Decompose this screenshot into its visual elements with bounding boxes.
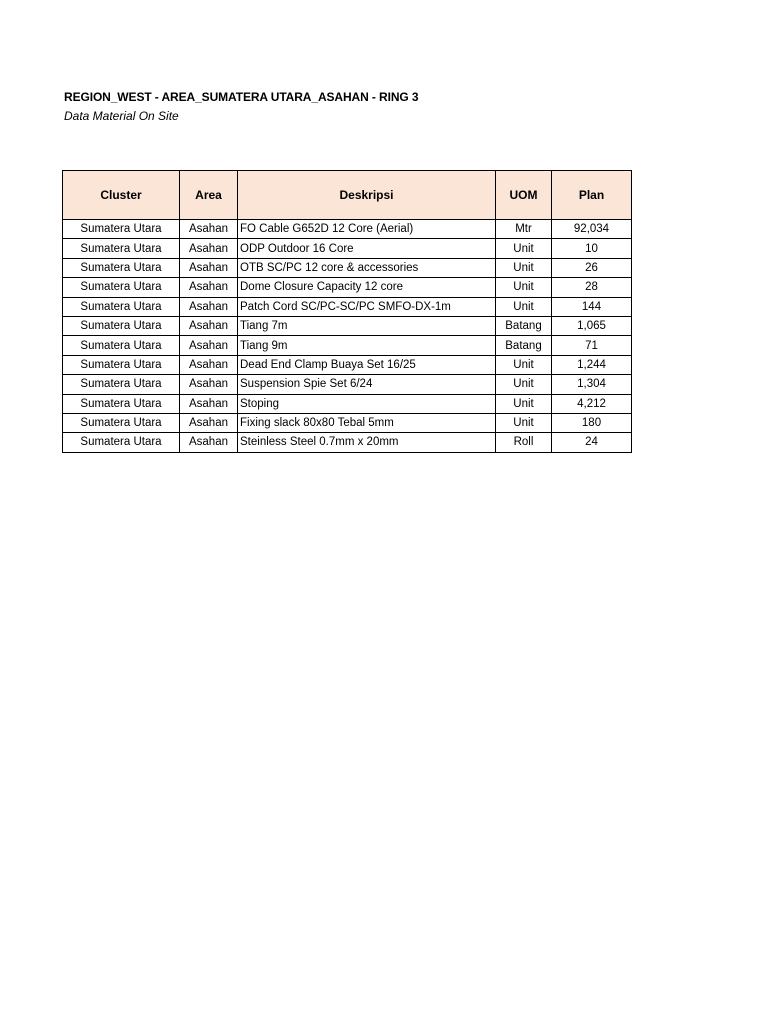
cell-deskripsi: Dome Closure Capacity 12 core — [238, 278, 496, 297]
table-row — [63, 355, 632, 374]
cell-plan: 26 — [552, 258, 632, 277]
cell-deskripsi: Tiang 9m — [238, 336, 496, 355]
cell-area: Asahan — [180, 433, 238, 452]
cell-deskripsi: ODP Outdoor 16 Core — [238, 239, 496, 258]
cell-uom: Unit — [496, 413, 552, 432]
cell-deskripsi: Fixing slack 80x80 Tebal 5mm — [238, 413, 496, 432]
table-header-row — [63, 171, 632, 220]
column-header-plan: Plan — [552, 171, 632, 220]
cell-uom: Unit — [496, 278, 552, 297]
table-row — [63, 278, 632, 297]
cell-cluster: Sumatera Utara — [63, 413, 180, 432]
cell-cluster: Sumatera Utara — [63, 258, 180, 277]
cell-area: Asahan — [180, 375, 238, 394]
cell-plan: 1,065 — [552, 316, 632, 335]
cell-plan: 24 — [552, 433, 632, 452]
cell-plan: 1,244 — [552, 355, 632, 374]
cell-plan: 28 — [552, 278, 632, 297]
table-row — [63, 433, 632, 452]
column-header-uom: UOM — [496, 171, 552, 220]
cell-plan: 144 — [552, 297, 632, 316]
cell-uom: Unit — [496, 239, 552, 258]
cell-plan: 92,034 — [552, 220, 632, 239]
cell-deskripsi: Patch Cord SC/PC-SC/PC SMFO-DX-1m — [238, 297, 496, 316]
cell-area: Asahan — [180, 278, 238, 297]
cell-area: Asahan — [180, 258, 238, 277]
material-table — [62, 170, 632, 453]
cell-deskripsi: FO Cable G652D 12 Core (Aerial) — [238, 220, 496, 239]
cell-cluster: Sumatera Utara — [63, 355, 180, 374]
cell-plan: 71 — [552, 336, 632, 355]
cell-plan: 180 — [552, 413, 632, 432]
table-row — [63, 297, 632, 316]
cell-area: Asahan — [180, 316, 238, 335]
cell-cluster: Sumatera Utara — [63, 394, 180, 413]
cell-cluster: Sumatera Utara — [63, 239, 180, 258]
cell-uom: Unit — [496, 394, 552, 413]
cell-area: Asahan — [180, 413, 238, 432]
cell-deskripsi: OTB SC/PC 12 core & accessories — [238, 258, 496, 277]
cell-uom: Unit — [496, 258, 552, 277]
cell-uom: Unit — [496, 297, 552, 316]
cell-cluster: Sumatera Utara — [63, 297, 180, 316]
table-row — [63, 375, 632, 394]
cell-uom: Unit — [496, 355, 552, 374]
cell-area: Asahan — [180, 239, 238, 258]
column-header-cluster: Cluster — [63, 171, 180, 220]
cell-uom: Unit — [496, 375, 552, 394]
table-row — [63, 413, 632, 432]
cell-uom: Batang — [496, 316, 552, 335]
table-row — [63, 394, 632, 413]
cell-deskripsi: Dead End Clamp Buaya Set 16/25 — [238, 355, 496, 374]
table-row — [63, 220, 632, 239]
page-title: REGION_WEST - AREA_SUMATERA UTARA_ASAHAN - RING 3 — [64, 90, 419, 104]
cell-uom: Batang — [496, 336, 552, 355]
cell-uom: Roll — [496, 433, 552, 452]
cell-deskripsi: Steinless Steel 0.7mm x 20mm — [238, 433, 496, 452]
table-row — [63, 239, 632, 258]
cell-deskripsi: Tiang 7m — [238, 316, 496, 335]
table-row — [63, 316, 632, 335]
column-header-area: Area — [180, 171, 238, 220]
cell-plan: 1,304 — [552, 375, 632, 394]
cell-area: Asahan — [180, 336, 238, 355]
cell-area: Asahan — [180, 394, 238, 413]
cell-cluster: Sumatera Utara — [63, 433, 180, 452]
column-header-deskripsi: Deskripsi — [238, 171, 496, 220]
cell-plan: 10 — [552, 239, 632, 258]
cell-area: Asahan — [180, 297, 238, 316]
cell-area: Asahan — [180, 355, 238, 374]
cell-cluster: Sumatera Utara — [63, 278, 180, 297]
cell-cluster: Sumatera Utara — [63, 316, 180, 335]
cell-cluster: Sumatera Utara — [63, 336, 180, 355]
cell-cluster: Sumatera Utara — [63, 375, 180, 394]
cell-cluster: Sumatera Utara — [63, 220, 180, 239]
cell-deskripsi: Stoping — [238, 394, 496, 413]
table-row — [63, 258, 632, 277]
page-subtitle: Data Material On Site — [64, 109, 179, 123]
cell-deskripsi: Suspension Spie Set 6/24 — [238, 375, 496, 394]
table-row — [63, 336, 632, 355]
cell-plan: 4,212 — [552, 394, 632, 413]
cell-uom: Mtr — [496, 220, 552, 239]
cell-area: Asahan — [180, 220, 238, 239]
